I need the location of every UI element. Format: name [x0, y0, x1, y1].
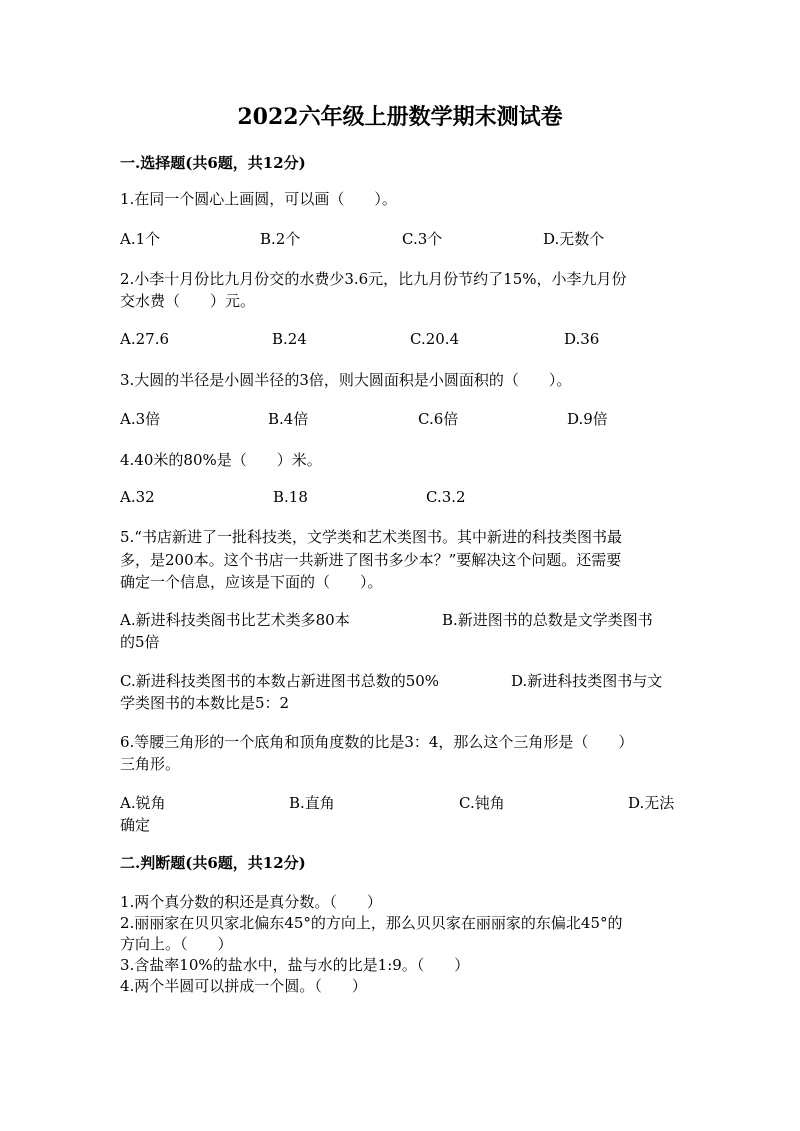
- question-5-stem-line-1: 5.“书店新进了一批科技类，文学类和艺术类图书。其中新进的科技类图书最: [120, 528, 622, 546]
- question-4-option-b: B.18: [273, 488, 308, 506]
- question-5-option-b: B.新进图书的总数是文学类图书: [442, 611, 653, 629]
- question-6-stem-line-2: 三角形。: [120, 755, 181, 773]
- question-5-option-a: A.新进科技类阁书比艺术类多80本: [120, 611, 350, 629]
- question-6-option-a: A.锐角: [120, 794, 166, 812]
- question-5-option-d-cont: 学类图书的本数比是5：2: [120, 694, 290, 712]
- judgement-line-2: 2.丽丽家在贝贝家北偏东45°的方向上，那么贝贝家在丽丽家的东偏北45°的: [120, 914, 623, 932]
- question-3-option-c: C.6倍: [418, 410, 459, 428]
- question-2-option-b: B.24: [272, 330, 307, 348]
- question-5-option-c: C.新进科技类图书的本数占新进图书总数的50%: [120, 672, 440, 690]
- question-3-option-d: D.9倍: [567, 410, 608, 428]
- question-3-option-b: B.4倍: [268, 410, 309, 428]
- question-1-stem: 1.在同一个圆心上画圆，可以画（ ）。: [120, 190, 397, 208]
- question-5-option-b-cont: 的5倍: [120, 633, 160, 651]
- section-heading-judgement: 二.判断题(共6题，共12分): [120, 854, 306, 872]
- question-2-option-c: C.20.4: [410, 330, 460, 348]
- question-6-option-d-cont: 确定: [120, 816, 151, 834]
- question-3-stem: 3.大圆的半径是小圆半径的3倍，则大圆面积是小圆面积的（ ）。: [120, 371, 572, 389]
- judgement-line-4: 3.含盐率10%的盐水中，盐与水的比是1:9。（ ）: [120, 956, 470, 974]
- question-1-option-d: D.无数个: [543, 230, 605, 248]
- question-6-option-d: D.无法: [628, 794, 675, 812]
- question-2-stem-line-1: 2.小李十月份比九月份交的水费少3.6元，比九月份节约了15%，小李九月份: [120, 270, 627, 288]
- question-1-option-b: B.2个: [260, 230, 301, 248]
- question-2-stem-line-2: 交水费（ ）元。: [120, 292, 256, 310]
- question-5-option-d: D.新进科技类图书与文: [511, 672, 663, 690]
- question-6-option-b: B.直角: [289, 794, 335, 812]
- question-6-stem-line-1: 6.等腰三角形的一个底角和顶角度数的比是3：4，那么这个三角形是（ ）: [120, 733, 634, 751]
- question-3-option-a: A.3倍: [120, 410, 161, 428]
- question-4-option-c: C.3.2: [426, 488, 466, 506]
- section-heading-choice: 一.选择题(共6题，共12分): [120, 154, 306, 172]
- question-2-option-d: D.36: [564, 330, 600, 348]
- question-1-option-c: C.3个: [402, 230, 443, 248]
- question-5-stem-line-2: 多，是200本。这个书店一共新进了图书多少本？”要解决这个问题。还需要: [120, 551, 622, 569]
- question-6-option-c: C.钝角: [459, 794, 505, 812]
- judgement-line-5: 4.两个半圆可以拼成一个圆。（ ）: [120, 977, 367, 995]
- question-4-option-a: A.32: [120, 488, 155, 506]
- question-2-option-a: A.27.6: [120, 330, 169, 348]
- page-title: 2022六年级上册数学期末测试卷: [237, 104, 563, 130]
- judgement-line-1: 1.两个真分数的积还是真分数。（ ）: [120, 893, 382, 911]
- question-1-option-a: A.1个: [120, 230, 161, 248]
- question-5-stem-line-3: 确定一个信息，应该是下面的（ ）。: [120, 573, 383, 591]
- question-4-stem: 4.40米的80%是（ ）米。: [120, 451, 322, 469]
- judgement-line-3: 方向上。（ ）: [120, 935, 233, 953]
